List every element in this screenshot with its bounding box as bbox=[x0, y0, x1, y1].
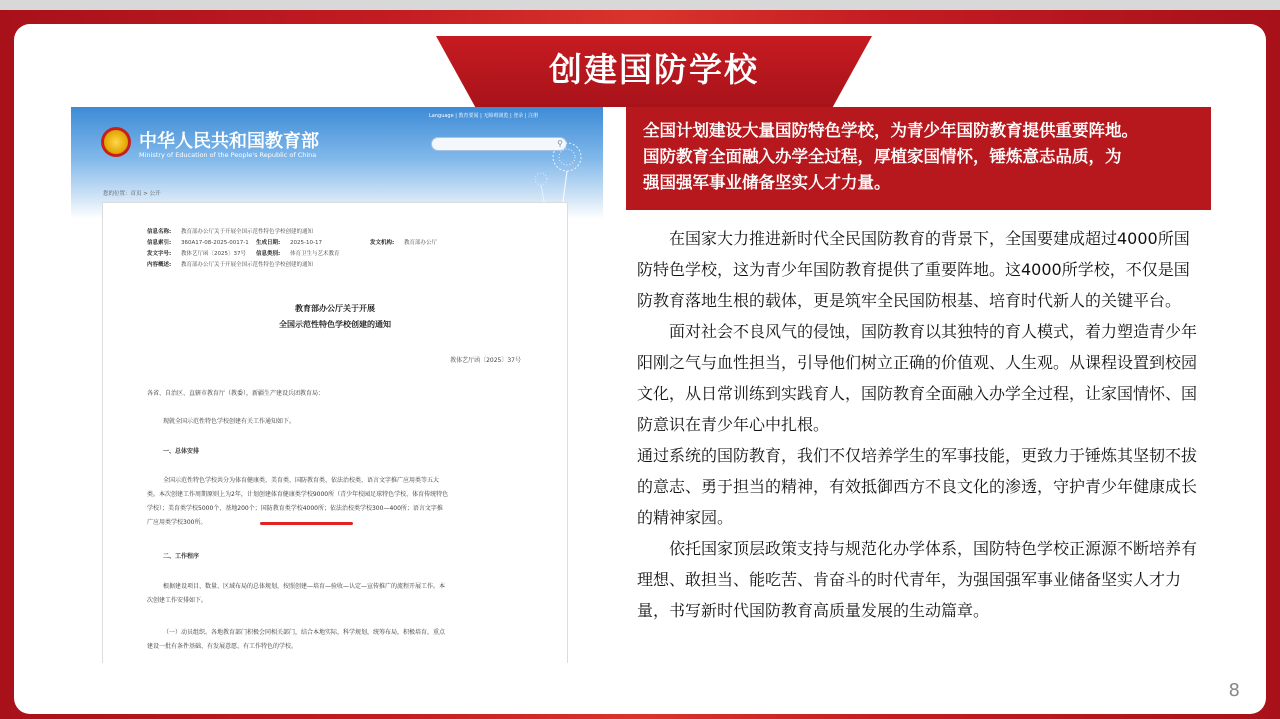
meta-key: 生成日期: bbox=[256, 240, 281, 246]
meta-value: 体育卫生与艺术教育 bbox=[290, 251, 340, 257]
meta-value: 教育部办公厅关于开展全国示范性特色学校创建的通知 bbox=[181, 229, 314, 235]
red-underline-annotation bbox=[260, 522, 353, 525]
body-paragraph-4: 依托国家顶层政策支持与规范化办学体系，国防特色学校正源源不断培养有理想、敢担当、能吃苦、肯奋斗的时代青年，为强国强军事业储备坚实人才力量，书写新时代国防教育高质量发展的生动篇章。 bbox=[637, 539, 1198, 620]
body-paragraph-1: 在国家大力推进新时代全民国防教育的背景下，全国要建成超过4000所国防特色学校，这为青少年国防教育提供了重要阵地。这4000所学校，不仅是国防教育落地生根的载体，更是筑牢全民国防根基、培育时代新人的关键平台。 bbox=[637, 229, 1190, 310]
meta-value: 教育部办公厅 bbox=[404, 240, 438, 246]
document-meta bbox=[147, 227, 437, 271]
intro-text: 现就全国示范性特色学校创建有关工作通知如下。 bbox=[163, 418, 296, 425]
paragraph-line: 全国示范性特色学校共分为体育健康类、美育类、国防教育类、依法治校类、语言文字推广应用类等五大 bbox=[163, 477, 440, 484]
breadcrumb: 您的位置：首页 > 公开 bbox=[103, 191, 161, 197]
highlight-line: 强国强军事业储备坚实人才力量。 bbox=[643, 173, 891, 192]
section-heading: 二、工作程序 bbox=[163, 553, 200, 560]
meta-key: 发文字号: bbox=[147, 251, 172, 257]
search-icon: ⚲ bbox=[557, 139, 563, 148]
highlight-text bbox=[643, 118, 1203, 196]
paragraph-line: （一）动员组织。各地教育部门积极会同相关部门，结合本地实际，科学规划，统筹布局，积极培育，重点 bbox=[163, 629, 446, 636]
top-links: Language | 教育要闻 | 无障碍浏览 | 登录 | 注册 bbox=[429, 113, 539, 119]
document-number: 教体艺厅函〔2025〕37号 bbox=[450, 357, 521, 364]
document-title-line1: 教育部办公厅关于开展 bbox=[295, 304, 375, 313]
meta-key: 信息索引: bbox=[147, 240, 172, 246]
top-strip bbox=[0, 0, 1280, 10]
paragraph-line: 次创建工作安排如下。 bbox=[147, 597, 208, 604]
salutation: 各省、自治区、直辖市教育厅（教委），新疆生产建设兵团教育局： bbox=[147, 390, 325, 397]
page-title: 创建国防学校 bbox=[549, 50, 759, 89]
document-title-line2: 全国示范性特色学校创建的通知 bbox=[279, 320, 391, 329]
highlight-line: 国防教育全面融入办学全过程，厚植家国情怀，锤炼意志品质，为 bbox=[643, 147, 1122, 166]
meta-key: 信息类别: bbox=[256, 251, 281, 257]
meta-value: 360A17-08-2025-0017-1 bbox=[181, 240, 249, 246]
national-emblem-icon bbox=[101, 127, 131, 157]
section-heading: 一、总体安排 bbox=[163, 448, 200, 455]
site-name-en: Ministry of Education of the People's Republic of China bbox=[139, 151, 317, 159]
meta-key: 内容概述: bbox=[147, 262, 172, 268]
document-paper bbox=[102, 202, 568, 663]
body-text bbox=[637, 223, 1205, 626]
page-number: 8 bbox=[1228, 680, 1240, 701]
meta-value: 教育部办公厅关于开展全国示范性特色学校创建的通知 bbox=[181, 262, 314, 268]
body-paragraph-3: 通过系统的国防教育，我们不仅培养学生的军事技能，更致力于锤炼其坚韧不拔的意志、勇于担当的精神，有效抵御西方不良文化的渗透，守护青少年健康成长的精神家园。 bbox=[637, 446, 1198, 527]
meta-value: 教体艺厅函〔2025〕37号 bbox=[181, 251, 246, 257]
paragraph-line: 建设一批有条件基础、有发展意愿、有工作特色的学校。 bbox=[147, 643, 298, 650]
meta-key: 信息名称: bbox=[147, 229, 172, 235]
meta-value: 2025-10-17 bbox=[290, 240, 322, 246]
paragraph-line: 广应用类学校300所。 bbox=[147, 519, 207, 526]
site-name: 中华人民共和国教育部 bbox=[139, 131, 319, 152]
body-paragraph-2: 面对社会不良风气的侵蚀，国防教育以其独特的育人模式，着力塑造青少年阳刚之气与血性担当，引导他们树立正确的价值观、人生观。从课程设置到校园文化，从日常训练到实践育人，国防教育全面融入办学全过程，让家国情怀、国防意识在青少年心中扎根。 bbox=[637, 322, 1198, 434]
paragraph-line: 类。本次创建工作周期原则上为2年，计划创建体育健康类学校9000所（青少年校园足球特色学校、体育传统特色 bbox=[147, 491, 449, 498]
meta-key: 发文机构: bbox=[370, 240, 395, 246]
document-screenshot bbox=[71, 107, 603, 663]
paragraph-line: 根据建设项目、数量、区域布局的总体规划，按照创建—培育—验收—认定—宣传推广的流程开展工作。本 bbox=[163, 583, 446, 590]
paragraph-line: 学校）；美育类学校5000个、基地200个；国防教育类学校4000所；依法治校类学校300—400所；语言文字推 bbox=[147, 505, 443, 512]
highlight-line: 全国计划建设大量国防特色学校，为青少年国防教育提供重要阵地。 bbox=[643, 121, 1138, 140]
